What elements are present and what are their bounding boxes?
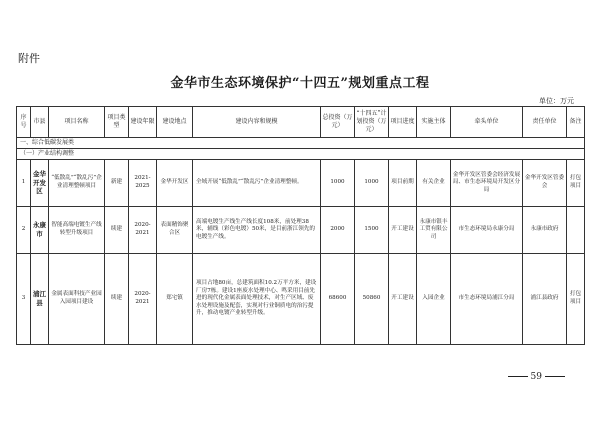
subsection-title: （一）产业结构调整	[17, 149, 585, 160]
cell-content: 项目占地80亩，总建筑面积10.2万平方米，建设厂房7栋。建设1座废水处理中心、鸣采用目前先进的现代化金属表面处理技术，对生产区域、废水处理设施及配套，实现对行业铜质电的治污提升，推动电镀产业转型升级。	[193, 254, 321, 345]
cell-content: 全域开展“低散乱”“散乱污”企业清理整顿。	[193, 160, 321, 207]
cell-city: 永康市	[31, 207, 49, 254]
cell-plan: 1000	[355, 160, 389, 207]
table-row	[17, 160, 585, 207]
cell-remark: 打包项目	[567, 254, 585, 345]
cell-progress: 开工建设	[389, 207, 417, 254]
attachment-label: 附件	[18, 52, 40, 65]
cell-no: 2	[17, 207, 31, 254]
col-header: 序号	[17, 107, 31, 138]
cell-content: 高端电镀生产线生产线长度108米，前处理38米，辅线（彩色电镀）50米，是目前浙江领先的电镀生产线。	[193, 207, 321, 254]
cell-resp: 永康市政府	[523, 207, 567, 254]
cell-entity: 有关企业	[417, 160, 451, 207]
cell-progress: 项目前期	[389, 160, 417, 207]
col-header: 市县	[31, 107, 49, 138]
cell-years: 2021-2025	[129, 160, 157, 207]
page-number-dash-right	[545, 376, 565, 377]
cell-resp: 金华开发区管委会	[523, 160, 567, 207]
cell-resp: 浦江县政府	[523, 254, 567, 345]
cell-name: 智能高端电镀生产线转型升级项目	[49, 207, 105, 254]
subsection-row	[17, 149, 585, 160]
cell-city: 浦江县	[31, 254, 49, 345]
cell-progress: 开工建设	[389, 254, 417, 345]
projects-table	[16, 106, 585, 345]
cell-remark	[567, 207, 585, 254]
col-header: 实施主体	[417, 107, 451, 138]
cell-plan: 50860	[355, 254, 389, 345]
table-row	[17, 207, 585, 254]
col-header: 项目进度	[389, 107, 417, 138]
cell-plan: 1500	[355, 207, 389, 254]
cell-total: 2000	[321, 207, 355, 254]
cell-lead: 金华开发区管委会经济发展局、市生态环境局开发区分局	[451, 160, 523, 207]
section-title: 一、综合低碳发展类	[17, 138, 585, 149]
cell-city: 金华开发区	[31, 160, 49, 207]
section-row	[17, 138, 585, 149]
cell-total: 1000	[321, 160, 355, 207]
col-header: 项目名称	[49, 107, 105, 138]
cell-name: “低散乱”“散乱污”企业清理整顿项目	[49, 160, 105, 207]
cell-remark: 打包项目	[567, 160, 585, 207]
cell-years: 2020-2021	[129, 254, 157, 345]
col-header: 总投资（万元）	[321, 107, 355, 138]
cell-type: 续建	[105, 254, 129, 345]
col-header: 责任单位	[523, 107, 567, 138]
col-header: “十四五”计划投资（万元）	[355, 107, 389, 138]
col-header: 备注	[567, 107, 585, 138]
page-number-dash-left	[508, 376, 528, 377]
col-header: 牵头单位	[451, 107, 523, 138]
col-header: 建设内容和规模	[193, 107, 321, 138]
cell-place: 金华开发区	[157, 160, 193, 207]
col-header: 项目类型	[105, 107, 129, 138]
cell-no: 1	[17, 160, 31, 207]
cell-no: 3	[17, 254, 31, 345]
cell-total: 68600	[321, 254, 355, 345]
cell-years: 2020-2021	[129, 207, 157, 254]
page-number	[505, 372, 568, 382]
cell-entity: 入园企业	[417, 254, 451, 345]
page-title: 金华市生态环境保护“十四五”规划重点工程	[170, 76, 430, 91]
cell-type: 续建	[105, 207, 129, 254]
cell-lead: 市生态环境局永康分局	[451, 207, 523, 254]
table-row	[17, 254, 585, 345]
table-header-row	[17, 107, 585, 138]
page-number-value: 59	[530, 372, 542, 382]
col-header: 建设地点	[157, 107, 193, 138]
unit-label: 单位：万元	[539, 97, 574, 105]
cell-lead: 市生态环境局浦江分局	[451, 254, 523, 345]
cell-type: 新建	[105, 160, 129, 207]
cell-entity: 永康市银丰工贸有限公司	[417, 207, 451, 254]
cell-place: 郑宅镇	[157, 254, 193, 345]
cell-place: 表面精饰聚合区	[157, 207, 193, 254]
col-header: 建设年限	[129, 107, 157, 138]
cell-name: 金属表面科技产业园入园项目建设	[49, 254, 105, 345]
